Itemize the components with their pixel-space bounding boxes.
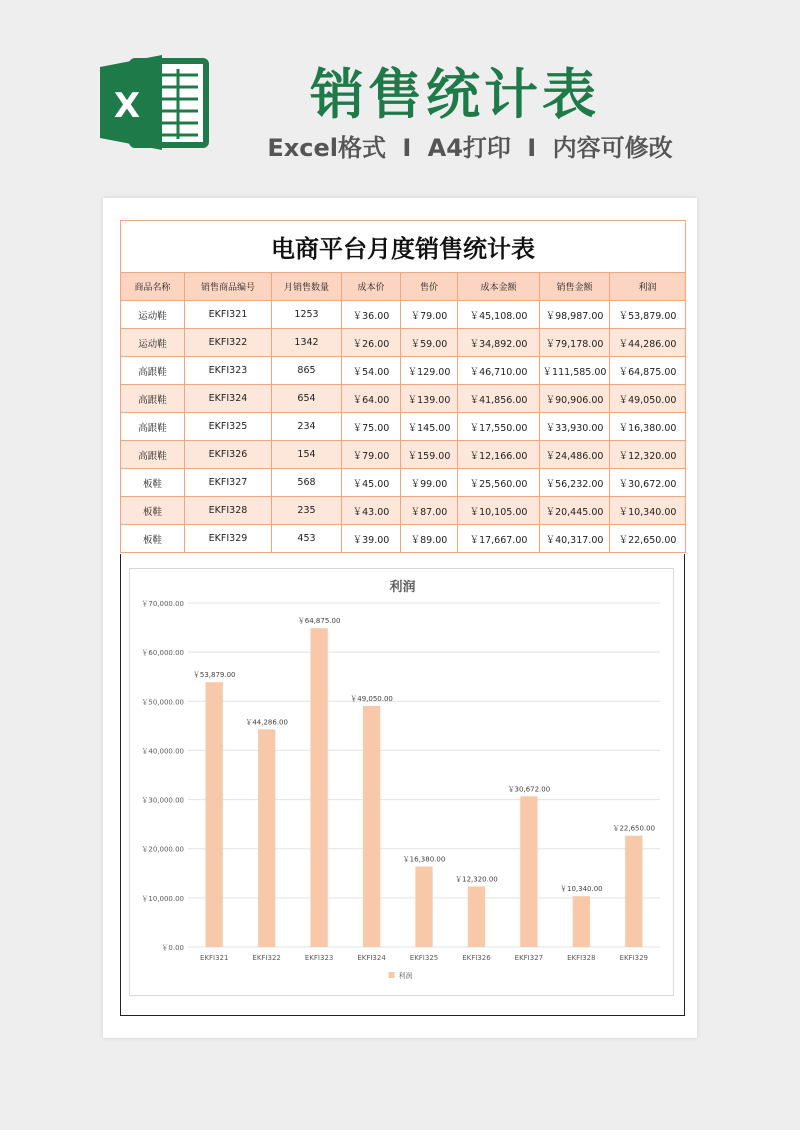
table-cell[interactable]: ￥75.00 bbox=[342, 413, 401, 441]
table-cell[interactable]: ￥111,585.00 bbox=[540, 357, 610, 385]
table-cell[interactable]: 865 bbox=[272, 357, 342, 385]
bar bbox=[520, 796, 537, 947]
table-cell[interactable]: EKFI326 bbox=[185, 441, 272, 469]
y-tick-label: ￥10,000.00 bbox=[141, 894, 184, 903]
data-label: ￥53,879.00 bbox=[192, 671, 236, 680]
table-cell[interactable]: EKFI322 bbox=[185, 329, 272, 357]
table-cell[interactable]: 高跟鞋 bbox=[121, 385, 185, 413]
table-cell[interactable]: 453 bbox=[272, 525, 342, 553]
logo-letter: X bbox=[113, 86, 141, 126]
table-row bbox=[121, 525, 686, 553]
table-header-row bbox=[121, 273, 686, 301]
data-label: ￥22,650.00 bbox=[612, 824, 656, 833]
column-header: 利润 bbox=[610, 273, 686, 301]
page-subtitle bbox=[240, 128, 700, 163]
y-tick-label: ￥40,000.00 bbox=[141, 747, 184, 756]
table-cell[interactable]: ￥12,166.00 bbox=[458, 441, 540, 469]
x-tick-label: EKFI322 bbox=[252, 954, 281, 962]
table-cell[interactable]: 板鞋 bbox=[121, 497, 185, 525]
x-tick-label: EKFI326 bbox=[462, 954, 491, 962]
table-cell[interactable]: EKFI327 bbox=[185, 469, 272, 497]
column-header: 月销售数量 bbox=[272, 273, 342, 301]
table-row bbox=[121, 301, 686, 329]
excel-logo bbox=[100, 55, 210, 150]
data-label: ￥64,875.00 bbox=[297, 617, 341, 626]
sheet-title: 电商平台月度销售统计表 bbox=[121, 221, 686, 273]
table-cell[interactable]: ￥98,987.00 bbox=[540, 301, 610, 329]
table-row bbox=[121, 441, 686, 469]
table-cell[interactable]: ￥79,178.00 bbox=[540, 329, 610, 357]
y-tick-label: ￥60,000.00 bbox=[141, 649, 184, 658]
table-cell[interactable]: ￥33,930.00 bbox=[540, 413, 610, 441]
bar bbox=[573, 896, 590, 947]
table-cell[interactable]: EKFI329 bbox=[185, 525, 272, 553]
table-cell[interactable]: ￥17,550.00 bbox=[458, 413, 540, 441]
table-cell[interactable]: ￥90,906.00 bbox=[540, 385, 610, 413]
table-cell[interactable]: ￥64,875.00 bbox=[610, 357, 686, 385]
table-cell[interactable]: ￥20,445.00 bbox=[540, 497, 610, 525]
table-cell[interactable]: ￥25,560.00 bbox=[458, 469, 540, 497]
table-cell[interactable]: EKFI323 bbox=[185, 357, 272, 385]
table-cell[interactable]: ￥56,232.00 bbox=[540, 469, 610, 497]
data-label: ￥49,050.00 bbox=[350, 694, 393, 703]
legend-label: 利润 bbox=[398, 972, 413, 980]
table-cell[interactable]: ￥87.00 bbox=[401, 497, 458, 525]
table-cell[interactable]: 1342 bbox=[272, 329, 342, 357]
table-cell[interactable]: ￥139.00 bbox=[401, 385, 458, 413]
y-tick-label: ￥20,000.00 bbox=[141, 845, 184, 854]
table-cell[interactable]: 板鞋 bbox=[121, 469, 185, 497]
table-cell[interactable]: EKFI324 bbox=[185, 385, 272, 413]
x-tick-label: EKFI324 bbox=[357, 954, 386, 962]
table-cell[interactable]: 板鞋 bbox=[121, 525, 185, 553]
x-tick-label: EKFI329 bbox=[619, 954, 649, 962]
table-cell[interactable]: ￥59.00 bbox=[401, 329, 458, 357]
chart-title: 利润 bbox=[389, 580, 416, 595]
y-tick-label: ￥30,000.00 bbox=[141, 796, 184, 805]
table-cell[interactable]: 高跟鞋 bbox=[121, 441, 185, 469]
table-cell[interactable]: ￥159.00 bbox=[401, 441, 458, 469]
table-cell[interactable]: ￥36.00 bbox=[342, 301, 401, 329]
table-cell[interactable]: ￥43.00 bbox=[342, 497, 401, 525]
table-row bbox=[121, 357, 686, 385]
bar bbox=[415, 867, 432, 947]
x-tick-label: EKFI321 bbox=[199, 954, 229, 962]
table-cell[interactable]: ￥24,486.00 bbox=[540, 441, 610, 469]
table-cell[interactable]: 568 bbox=[272, 469, 342, 497]
table-row bbox=[121, 469, 686, 497]
data-label: ￥10,340.00 bbox=[560, 885, 603, 894]
table-cell[interactable]: EKFI328 bbox=[185, 497, 272, 525]
table-cell[interactable]: ￥40,317.00 bbox=[540, 525, 610, 553]
column-header: 商品名称 bbox=[121, 273, 185, 301]
table-cell[interactable]: 高跟鞋 bbox=[121, 413, 185, 441]
table-cell[interactable]: ￥16,380.00 bbox=[610, 413, 686, 441]
table-cell[interactable]: ￥39.00 bbox=[342, 525, 401, 553]
table-cell[interactable]: ￥129.00 bbox=[401, 357, 458, 385]
table-cell[interactable]: EKFI325 bbox=[185, 413, 272, 441]
subtitle-separator: I bbox=[402, 134, 412, 162]
table-cell[interactable]: ￥45,108.00 bbox=[458, 301, 540, 329]
column-header: 成本价 bbox=[342, 273, 401, 301]
y-tick-label: ￥0.00 bbox=[161, 944, 184, 952]
column-header: 销售金额 bbox=[540, 273, 610, 301]
x-tick-label: EKFI325 bbox=[409, 954, 439, 962]
data-label: ￥12,320.00 bbox=[455, 875, 498, 884]
x-tick-label: EKFI327 bbox=[514, 954, 544, 962]
column-header: 销售商品编号 bbox=[185, 273, 272, 301]
bar bbox=[468, 886, 485, 947]
profit-chart bbox=[129, 568, 674, 996]
chart-canvas bbox=[130, 569, 675, 997]
x-tick-label: EKFI323 bbox=[304, 954, 334, 962]
table-cell[interactable]: ￥12,320.00 bbox=[610, 441, 686, 469]
table-cell[interactable]: ￥44,286.00 bbox=[610, 329, 686, 357]
subtitle-format: Excel格式 bbox=[267, 134, 386, 162]
table-row bbox=[121, 413, 686, 441]
bar bbox=[310, 628, 327, 947]
table-cell[interactable]: ￥30,672.00 bbox=[610, 469, 686, 497]
table-cell[interactable]: ￥53,879.00 bbox=[610, 301, 686, 329]
table-cell[interactable]: ￥10,340.00 bbox=[610, 497, 686, 525]
data-label: ￥30,672.00 bbox=[507, 785, 551, 794]
subtitle-separator: I bbox=[527, 134, 537, 162]
bar bbox=[206, 682, 223, 947]
bar bbox=[363, 706, 380, 947]
table-cell[interactable]: 运动鞋 bbox=[121, 329, 185, 357]
table-row bbox=[121, 329, 686, 357]
table-cell[interactable]: ￥49,050.00 bbox=[610, 385, 686, 413]
table-cell[interactable]: 234 bbox=[272, 413, 342, 441]
y-tick-label: ￥70,000.00 bbox=[141, 600, 184, 608]
bar bbox=[258, 729, 275, 947]
table-cell[interactable]: ￥99.00 bbox=[401, 469, 458, 497]
table-cell[interactable]: 154 bbox=[272, 441, 342, 469]
table-cell[interactable]: 235 bbox=[272, 497, 342, 525]
column-header: 成本金额 bbox=[458, 273, 540, 301]
table-cell[interactable]: ￥41,856.00 bbox=[458, 385, 540, 413]
bar bbox=[625, 836, 642, 947]
subtitle-editable: 内容可修改 bbox=[552, 134, 673, 162]
legend-swatch bbox=[389, 972, 395, 978]
table-cell[interactable]: ￥145.00 bbox=[401, 413, 458, 441]
table-cell[interactable]: ￥54.00 bbox=[342, 357, 401, 385]
table-cell[interactable]: ￥17,667.00 bbox=[458, 525, 540, 553]
table-cell[interactable]: ￥64.00 bbox=[342, 385, 401, 413]
table-cell[interactable]: ￥34,892.00 bbox=[458, 329, 540, 357]
chart-frame bbox=[120, 554, 685, 1016]
table-cell[interactable]: ￥46,710.00 bbox=[458, 357, 540, 385]
data-label: ￥16,380.00 bbox=[402, 855, 446, 864]
table-cell[interactable]: ￥26.00 bbox=[342, 329, 401, 357]
table-cell[interactable]: 运动鞋 bbox=[121, 301, 185, 329]
page-title: 销售统计表 bbox=[310, 63, 600, 126]
table-cell[interactable]: 1253 bbox=[272, 301, 342, 329]
table-row bbox=[121, 385, 686, 413]
table-cell[interactable]: ￥45.00 bbox=[342, 469, 401, 497]
y-tick-label: ￥50,000.00 bbox=[141, 698, 184, 707]
table-cell[interactable]: 高跟鞋 bbox=[121, 357, 185, 385]
table-cell[interactable]: EKFI321 bbox=[185, 301, 272, 329]
table-cell[interactable]: 654 bbox=[272, 385, 342, 413]
table-cell[interactable]: ￥89.00 bbox=[401, 525, 458, 553]
subtitle-print: A4打印 bbox=[427, 134, 511, 162]
column-header: 售价 bbox=[401, 273, 458, 301]
table-cell[interactable]: ￥79.00 bbox=[401, 301, 458, 329]
table-cell[interactable]: ￥79.00 bbox=[342, 441, 401, 469]
table-row bbox=[121, 497, 686, 525]
data-label: ￥44,286.00 bbox=[245, 718, 288, 727]
sales-table bbox=[120, 220, 686, 553]
table-cell[interactable]: ￥10,105.00 bbox=[458, 497, 540, 525]
document-page bbox=[103, 198, 697, 1038]
table-cell[interactable]: ￥22,650.00 bbox=[610, 525, 686, 553]
x-tick-label: EKFI328 bbox=[567, 954, 596, 962]
